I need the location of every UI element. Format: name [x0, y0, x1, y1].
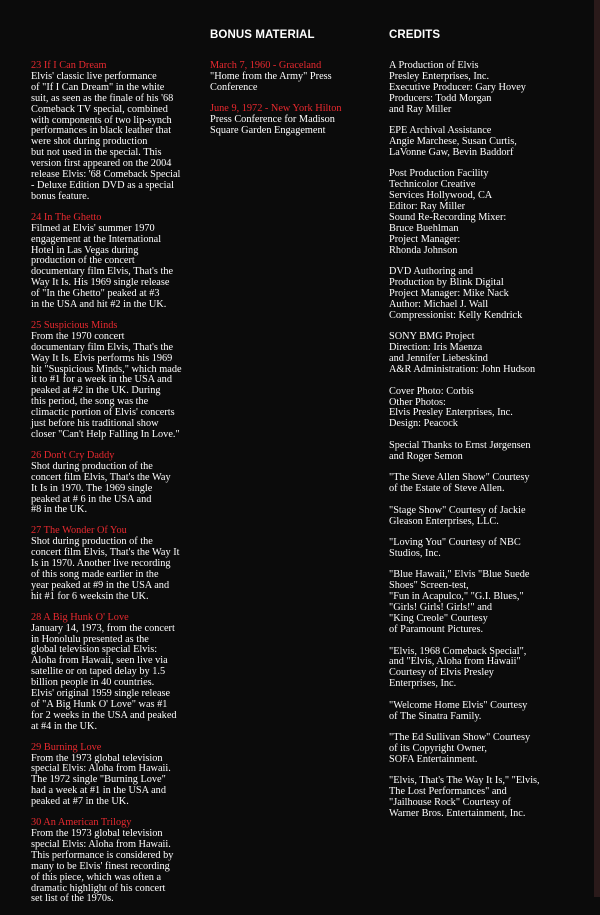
- credit-block: "Welcome Home Elvis" Courtesy of The Sinatra Family.: [389, 699, 528, 722]
- track-entry: [31, 743, 199, 808]
- bonus-entry: [210, 104, 380, 137]
- track-title: 25 Suspicious Minds: [31, 319, 118, 331]
- track-title: 27 The Wonder Of You: [31, 525, 127, 537]
- credit-block: "The Ed Sullivan Show" Courtesy of its Copyright Owner, SOFA Entertainment.: [389, 732, 531, 765]
- track-description: Elvis' classic live performance of "If I Can Dream" in the white suit, as seen as the finale of his '68 Comeback TV special, combined with components of two lip-synch performances in black leather that were shot during production but not used in the special. This version first appeared on the 2004 release Elvis: '68 Comeback Special - Deluxe Edition DVD as a special bonus feature.: [31, 70, 181, 202]
- track-title: 23 If I Can Dream: [31, 60, 107, 71]
- track-description: From the 1973 global television special Elvis: Aloha from Hawaii. This performance is considered by many to be Elvis' finest recording of this piece, which was often a dramatic highlight of his concert set list of the 1970s.: [31, 828, 174, 905]
- track-title: 28 A Big Hunk O' Love: [31, 611, 129, 623]
- credit-block: DVD Authoring and Production by Blink Digital Project Manager: Mike Nack Author: Michael J. Wall Compressionist: Kelly Kendrick: [389, 266, 523, 321]
- track-entry: [31, 321, 199, 441]
- track-description: Shot during production of the concert film Elvis, That's the Way It Is in 1970. The 1969 single peaked at # 6 in the USA and #8 in the UK.: [31, 460, 171, 516]
- track-entry: [31, 526, 199, 602]
- bonus-title: March 7, 1960 - Graceland: [210, 60, 322, 71]
- track-description: January 14, 1973, from the concert in Honolulu presented as the global television special Elvis: Aloha from Hawaii, seen live via satellite or on taped delay by 1.5 billion people in 40 countries. Elvis' original 1959 single release of "A Big Hunk O' Love" was #1 for 2 weeks in the USA and peaked at #4 in the UK.: [31, 622, 177, 732]
- bonus-description: "Home from the Army" Press Conference: [210, 70, 332, 93]
- bonus-material-column: [210, 61, 380, 146]
- track-description: From the 1973 global television special Elvis: Aloha from Hawaii. The 1972 single "Burning Love" had a week at #1 in the USA and peaked at #7 in the UK.: [31, 752, 171, 808]
- track-entry: [31, 451, 199, 516]
- bonus-entry: [210, 61, 380, 94]
- track-entry: [31, 613, 199, 733]
- track-notes-column: [31, 61, 199, 915]
- credit-block: "Loving You" Courtesy of NBC Studios, Inc.: [389, 537, 521, 559]
- track-description: Filmed at Elvis' summer 1970 engagement at the International Hotel in Las Vegas during production of the concert documentary film Elvis, That's the Way It Is. His 1969 single release of "In the Ghetto" peaked at #3 in the USA and hit #2 in the UK.: [31, 222, 174, 311]
- bonus-material-heading: BONUS MATERIAL: [210, 29, 315, 41]
- track-entry: [31, 61, 199, 203]
- credit-block: "Elvis, 1968 Comeback Special", and "Elvis, Aloha from Hawaii" Courtesy of Elvis Presley Enterprises, Inc.: [389, 645, 527, 690]
- credits-heading: CREDITS: [389, 29, 441, 41]
- track-entry: [31, 213, 199, 311]
- credit-block: SONY BMG Project Direction: Iris Maenza and Jennifer Liebeskind A&R Administration: John Hudson: [389, 331, 536, 376]
- credit-block: "The Steve Allen Show" Courtesy of the Estate of Steve Allen.: [389, 472, 530, 495]
- bonus-description: Press Conference for Madison Square Garden Engagement: [210, 113, 335, 136]
- track-title: 26 Don't Cry Daddy: [31, 449, 115, 461]
- track-title: 30 An American Trilogy: [31, 817, 132, 829]
- track-description: From the 1970 concert documentary film Elvis, That's the Way It Is. Elvis performs his 1969 hit "Suspicious Minds," which made it to #1 for a week in the USA and peaked at #2 in the UK. During this period, the song was the climactic portion of Elvis' concerts just before his traditional show closer "Can't Help Falling In Love.": [31, 330, 182, 440]
- track-title: 29 Burning Love: [31, 741, 102, 753]
- credits-column: [389, 61, 589, 831]
- track-title: 24 In The Ghetto: [31, 211, 102, 223]
- credit-block: "Elvis, That's The Way It Is," "Elvis, The Lost Performances" and "Jailhouse Rock" Courtesy of Warner Bros. Entertainment, Inc.: [389, 775, 540, 820]
- track-description: Shot during production of the concert film Elvis, That's the Way It Is in 1970. Another live recording of this song made earlier in the year peaked at #9 in the USA and hit #1 for 6 weeksin the UK.: [31, 536, 180, 602]
- credit-block: Cover Photo: Corbis Other Photos: Elvis Presley Enterprises, Inc. Design: Peacock: [389, 385, 513, 430]
- page-edge-shadow: [594, 0, 600, 897]
- credit-block: "Stage Show" Courtesy of Jackie Gleason Enterprises, LLC.: [389, 504, 526, 527]
- track-entry: [31, 818, 199, 905]
- credit-block: A Production of Elvis Presley Enterprises, Inc. Executive Producer: Gary Hovey Producers: Todd Morgan and Ray Miller: [389, 60, 526, 115]
- credit-block: "Blue Hawaii," Elvis "Blue Suede Shoes" Screen-test, "Fun in Acapulco," "G.I. Blues," "Girls! Girls! Girls!" and "King Creole" Courtesy of Paramount Pictures.: [389, 569, 530, 635]
- bonus-title: June 9, 1972 - New York Hilton: [210, 102, 342, 114]
- credit-block: EPE Archival Assistance Angie Marchese, Susan Curtis, LaVonne Gaw, Bevin Baddorf: [389, 125, 517, 158]
- credit-block: Special Thanks to Ernst Jørgensen and Roger Semon: [389, 439, 531, 462]
- credit-block: Post Production Facility Technicolor Creative Services Hollywood, CA Editor: Ray Miller Sound Re-Recording Mixer: Bruce Buehlman Project Manager: Rhonda Johnson: [389, 168, 507, 256]
